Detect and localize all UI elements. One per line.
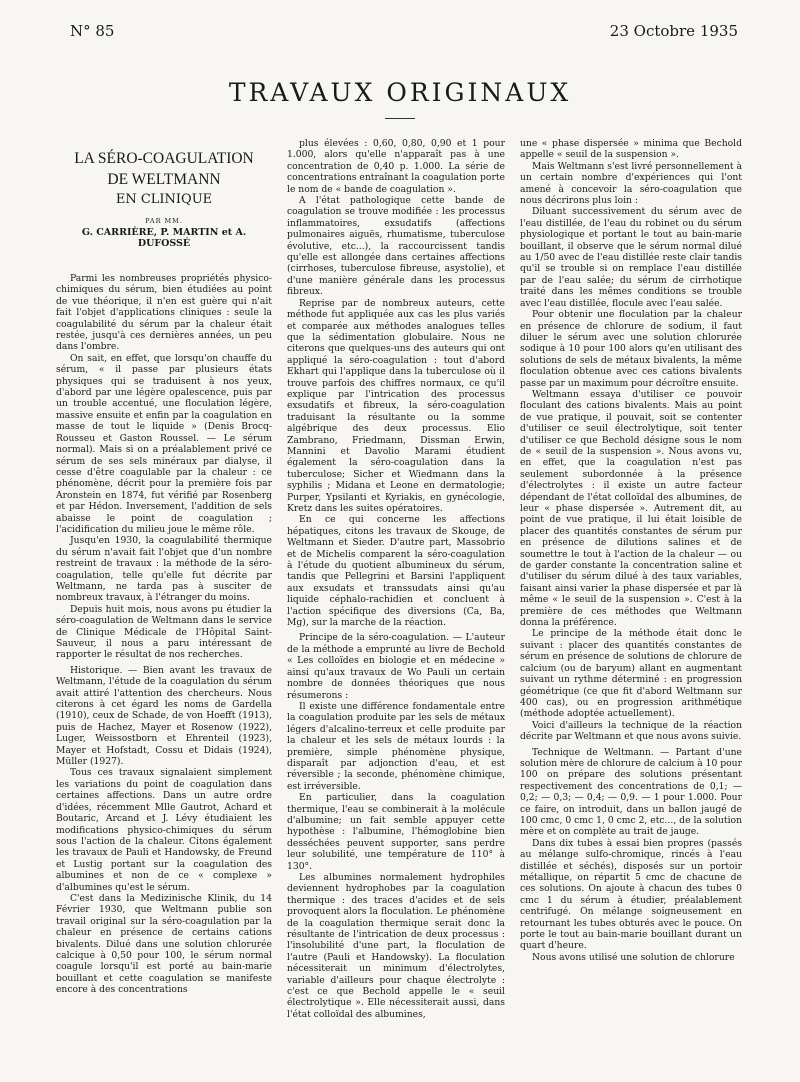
paragraph-technique: Technique de Weltmann. — Partant d'une solution mère de chlorure de calcium à 10 pour 100 on prépare des solutions présentant respectivement des concentrations de 0,1; — 0,2; — 0,3; — 0,4; — 0,9. — 1 pour 1.000. Pour ce faire, on introduit, dans un ballon jaugé de 100 cmc, 0 cmc 1, 0 cmc 2, etc..., de la solution mère et on complète au trait de jauge. xyxy=(520,746,742,838)
paragraph: Diluant successivement du sérum avec de l'eau distillée, de l'eau du robinet ou du sérum physiologique et portant le tout au bain-marie bouillant, il observe que le sérum normal dilué au 1/50 avec de l'eau distillée reste clair tandis qu'il se trouble si on remplace l'eau distillée par de l'eau salée; du sérum de cirrhotique traité dans les mêmes conditions se trouble avec l'eau distillée, flocule avec l'eau salée. xyxy=(520,206,742,309)
paragraph: plus élevées : 0,60, 0,80, 0,90 et 1 pour 1.000, alors qu'elle n'apparaît pas à une concentration de 0,40 p. 1.000. La série de concentrations entraînant la coagulation porte le nom de « bande de coagulation ». xyxy=(287,138,505,195)
paragraph: Dans dix tubes à essai bien propres (passés au mélange sulfo-chromique, rincés à l'eau distillée et séchés), disposés sur un portoir métallique, on répartit 5 cmc de chacune de ces solutions. On ajoute à chacun des tubes 0 cmc 1 du sérum à étudier, préalablement centrifugé. On mélange soigneusement en retournant les tubes obturés avec le pouce. On porte le tout au bain-marie bouillant durant un quart d'heure. xyxy=(520,837,742,952)
paragraph: Reprise par de nombreux auteurs, cette méthode fut appliquée aux cas les plus variés et comparée aux méthodes analogues telles que la sédimentation globulaire. Nous ne citerons que quelques-uns des auteurs qui ont appliqué la séro-coagulation : tout d'abord Ekhart qui l'applique dans la tuberculose où il trouve parfois des chiffres normaux, ce qu'il explique par l'intrication des processus exsudatifs et fibreux, la séro-coagulation traduisant la résultante ou la somme algébrique des deux processus. Elio Zambrano, Friedmann, Dissman Erwin, Mannini et Davolio Marami étudient également la séro-coagulation dans la tuberculose; Sicher et Wiedmann dans la syphilis ; Midana et Leone en dermatologie; Purper, Ypsilanti et Kyriakis, en gynécologie, Kretz dans les suites opératoires. xyxy=(287,297,505,514)
paragraph-historique: Historique. — Bien avant les travaux de Weltmann, l'étude de la coagulation du sérum avait attiré l'attention des chercheurs. Nous citerons à cet égard les noms de Gardella (1910), ceux de Schade, de von Hoefft (1913), puis de Hachez, Mayer et Rosenow (1922), Luger, Weissostborn et Ehrenteil (1923), Mayer et Hofstadt, Cossu et Didais (1924), Müller (1927). xyxy=(56,664,272,768)
paragraph: Voici d'ailleurs la technique de la réaction décrite par Weltmann et que nous avons suivie. xyxy=(520,719,742,743)
article-subtitle: EN CLINIQUE xyxy=(115,192,213,207)
article-by: PAR MM. xyxy=(145,217,183,225)
paragraph: En ce qui concerne les affections hépatiques, citons les travaux de Skouge, de Weltmann et Sieder. D'autre part, Massobrio et de Michelis comparent la séro-coagulation à l'étude du quotient albumineux du sérum, tandis que Pellegrini et Barsini l'appliquent aux exsudats et transsudats ainsi qu'au liquide céphalo-rachidien et concluent à l'action spécifique des diversions (Ca, Ba, Mg), sur la marche de la réaction. xyxy=(287,514,505,629)
paragraph: Les albumines normalement hydrophiles deviennent hydrophobes par la coagulation thermique : des traces d'acides et de sels provoquent alors la floculation. Le phénomène de la coagulation thermique serait donc la résultante de l'intrication de deux processus : l'insolubilité d'une part, la floculation de l'autre (Pauli et Handowsky). La floculation nécessiterait un minimum d'électrolytes, variable d'ailleurs pour chaque électrolyte : c'est ce que Bechold appelle le « seuil électrolytique ». Elle nécessiterait aussi, dans l'état colloïdal des albumines, xyxy=(287,872,505,1020)
paragraph: On sait, en effet, que lorsqu'on chauffe du sérum, « il passe par plusieurs états physiques qui se traduisent à nos yeux, d'abord par une légère opalescence, puis par un trouble accentué, une floculation légère, massive ensuite et enfin par la coagulation en masse de tout le liquide » (Denis Brocq-Rousseu et Gaston Roussel. — Le sérum normal). Mais si on a préalablement privé ce sérum de ses sels minéraux par dialyse, il cesse d'être coagulable par la chaleur : ce phénomène, décrit pour la première fois par Aronstein en 1874, fut vérifié par Rosenberg et par Hédon. Inversement, l'addition de sels abaisse le point de coagulation ; l'acidification du milieu joue le même rôle. xyxy=(56,352,272,535)
paragraph: En particulier, dans la coagulation thermique, l'eau se combinerait à la molécule d'albumine; un fait semble appuyer cette hypothèse : l'albumine, l'hémoglobine bien desséchées peuvent supporter, sans perdre leur solubilité, une température de 110° à 130°. xyxy=(287,792,505,872)
paragraph: Pour obtenir une floculation par la chaleur en présence de chlorure de sodium, il faut diluer le sérum avec une solution chlorurée sodique à 10 pour 100 alors qu'en utilisant des solutions de sels de métaux bivalents, la même floculation obtenue avec ces cations bivalents passe par un maximum pour décroître ensuite. xyxy=(520,309,742,389)
paragraph: Le principe de la méthode était donc le suivant : placer des quantités constantes de sérum en présence de solutions de chlorure de calcium (ou de baryum) allant en augmentant suivant un rythme déterminé : en progression géométrique (ce que fit d'abord Weltmann sur 400 cas), ou en progression arithmétique (méthode adoptée actuellement). xyxy=(520,628,742,720)
paragraph: A l'état pathologique cette bande de coagulation se trouve modifiée : les processus inflammatoires, exsudatifs (affections pulmonaires aiguës, rhumatisme, tuberculose évolutive, etc...), la raccourcissent tandis qu'elle est allongée dans certaines affections (cirrhoses, tuberculose fibreuse, asystolie), et d'une manière générale dans les processus fibreux. xyxy=(287,195,505,298)
section-title: TRAVAUX ORIGINAUX xyxy=(228,78,572,107)
paragraph: C'est dans la Medizinische Klinik, du 14 Février 1930, que Weltmann publie son travail original sur la séro-coagulation par la chaleur en présence de certains cations bivalents. Dilué dans une solution chlorurée calcique à 0,50 pour 100, le sérum normal coagule lorsqu'il est porté au bain-marie bouillant et cette coagulation se manifeste encore à des concentrations xyxy=(56,892,272,996)
article-authors: G. CARRIÈRE, P. MARTIN et A. DUFOSSÉ xyxy=(81,227,247,249)
paragraph: Jusqu'en 1930, la coagulabilité thermique du sérum n'avait fait l'objet que d'un nombre restreint de travaux : la méthode de la séro-coagulation, telle qu'elle fut décrite par Weltmann, ne tarda pas à susciter de nombreux travaux, à l'étranger du moins. xyxy=(56,535,272,604)
paragraph: Weltmann essaya d'utiliser ce pouvoir floculant des cations bivalents. Mais au point de vue pratique, il pouvait, soit se contenter d'utiliser ce seuil électrolytique, soit tenter d'utiliser ce que Bechold désigne sous le nom de « seuil de la suspension ». Nous avons vu, en effet, que la coagulation n'est pas seulement subordonnée à la présence d'électrolytes : il existe un autre facteur dépendant de l'état colloïdal des albumines, de leur « phase dispersée ». Autrement dit, au point de vue pratique, il lui était loisible de placer des quantités constantes de sérum pur en présence de dilutions salines et de soumettre le tout à l'action de la chaleur — ou de garder constante la concentration saline et d'utiliser du sérum dilué à des taux variables, faisant ainsi varier la phase dispersée et par là même « le seuil de la suspension ». C'est à la première de ces méthodes que Weltmann donna la préférence. xyxy=(520,388,742,629)
paragraph: une « phase dispersée » minima que Bechold appelle « seuil de la suspension ». xyxy=(520,138,742,161)
paragraph: Il existe une différence fondamentale entre la coagulation produite par les sels de métaux légers d'alcalino-terreux et celle produite par la chaleur et les sels de métaux lourds : la première, simple phénomène physique, disparaît par adjonction d'eau, et est réversible ; la seconde, phénomène chimique, est irréversible. xyxy=(287,700,505,792)
issue-date: 23 Octobre 1935 xyxy=(609,22,738,40)
article-title-line-1: LA SÉRO-COAGULATION xyxy=(74,150,254,167)
paragraph: Nous avons utilisé une solution de chlorure xyxy=(532,951,735,963)
column-3 xyxy=(520,138,742,1068)
paragraph-principe: Principe de la séro-coagulation. — L'auteur de la méthode a emprunté au livre de Bechold « Les colloïdes en biologie et en médecine » ainsi qu'aux travaux de Wo Pauli un certain nombre de données théoriques que nous résumerons : xyxy=(287,632,505,701)
issue-number: N° 85 xyxy=(70,22,115,40)
paragraph: Tous ces travaux signalaient simplement les variations du point de coagulation dans certaines affections. Dans un autre ordre d'idées, récemment Mlle Gautrot, Achard et Boutaric, Arcand et J. Lévy étudiaient les modifications physico-chimiques du sérum sous l'action de la chaleur. Citons également les travaux de Pauli et Handowsky, de Freund et Lustig portant sur la coagulation des albumines et non de ce « complexe » d'albumines qu'est le sérum. xyxy=(56,767,272,893)
column-1 xyxy=(56,138,272,1068)
paragraph: Mais Weltmann s'est livré personnellement à un certain nombre d'expériences qui l'ont amené à concevoir la séro-coagulation que nous décrirons plus loin : xyxy=(520,160,742,207)
column-2 xyxy=(287,138,505,1068)
paragraph: Depuis huit mois, nous avons pu étudier la séro-coagulation de Weltmann dans le service de Clinique Médicale de l'Hôpital Saint-Sauveur, il nous a paru intéressant de rapporter le résultat de nos recherches. xyxy=(56,603,272,661)
title-rule xyxy=(385,118,415,119)
article-title-line-2: DE WELTMANN xyxy=(107,171,221,188)
paragraph: Parmi les nombreuses propriétés physico-chimiques du sérum, bien étudiées au point de vue théorique, il n'en est guère qui n'ait fait l'objet d'applications cliniques : seule la coagulabilité du sérum par la chaleur était restée, jusqu'à ces dernières années, un peu dans l'ombre. xyxy=(56,273,272,353)
